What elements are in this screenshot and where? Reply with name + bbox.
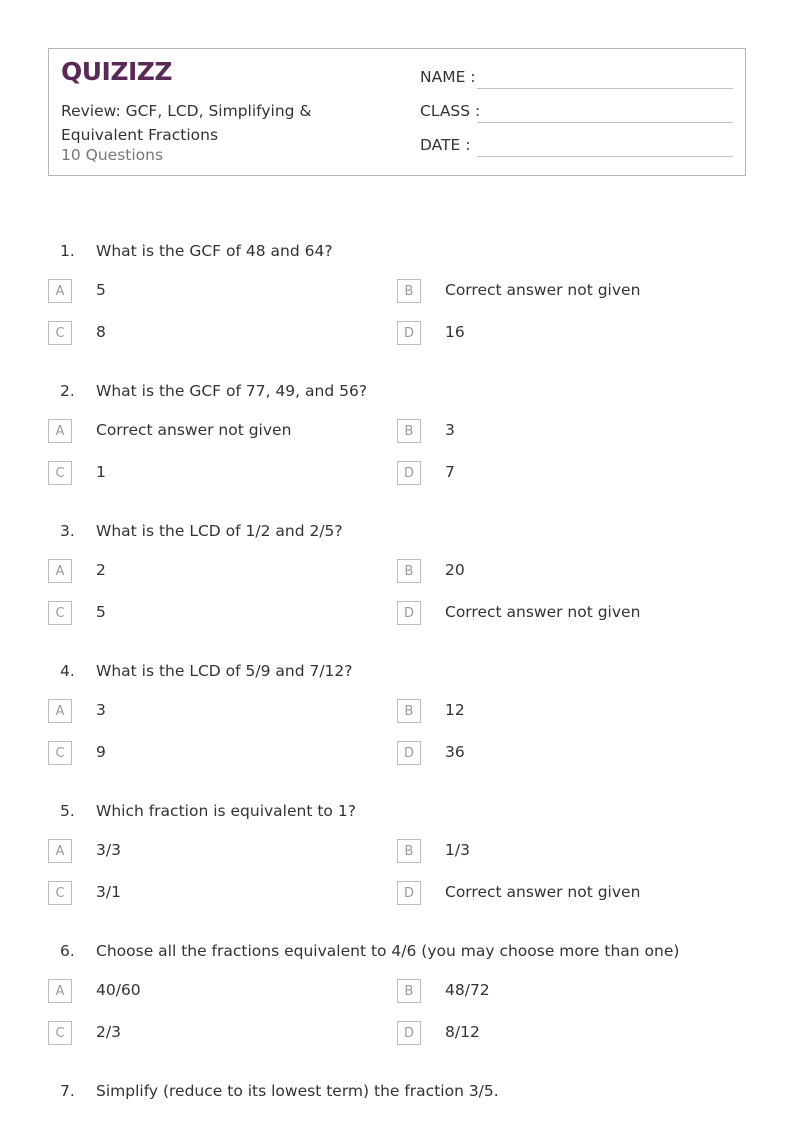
answer-option[interactable]: [48, 881, 388, 905]
answer-option[interactable]: [48, 839, 388, 863]
answer-option[interactable]: [48, 461, 388, 485]
answer-option[interactable]: [397, 419, 737, 443]
option-letter-box[interactable]: B: [397, 979, 421, 1003]
answer-option[interactable]: [397, 279, 737, 303]
option-text: 3: [445, 421, 455, 439]
option-letter-box[interactable]: A: [48, 279, 72, 303]
question-text: What is the GCF of 48 and 64?: [96, 242, 333, 260]
question-text: What is the LCD of 1/2 and 2/5?: [96, 522, 343, 540]
worksheet-header: [48, 48, 746, 176]
option-letter-box[interactable]: C: [48, 1021, 72, 1045]
option-text: 12: [445, 701, 465, 719]
option-text: 2: [96, 561, 106, 579]
option-text: 7: [445, 463, 455, 481]
question-number: 1.: [60, 242, 75, 260]
answer-option[interactable]: [397, 559, 737, 583]
option-text: Correct answer not given: [445, 883, 641, 901]
option-letter-box[interactable]: B: [397, 279, 421, 303]
option-letter-box[interactable]: B: [397, 699, 421, 723]
option-text: 5: [96, 281, 106, 299]
answer-option[interactable]: [48, 321, 388, 345]
answer-option[interactable]: [48, 741, 388, 765]
option-text: 16: [445, 323, 465, 341]
answer-option[interactable]: [48, 419, 388, 443]
question-block: [0, 522, 794, 662]
option-letter-box[interactable]: D: [397, 461, 421, 485]
option-letter-box[interactable]: B: [397, 839, 421, 863]
question-block: [0, 382, 794, 522]
option-letter-box[interactable]: D: [397, 881, 421, 905]
question-number: 6.: [60, 942, 75, 960]
question-count: 10 Questions: [61, 146, 164, 164]
option-text: 3/1: [96, 883, 121, 901]
answer-option[interactable]: [48, 601, 388, 625]
option-text: 48/72: [445, 981, 490, 999]
option-text: 1: [96, 463, 106, 481]
option-text: 3/3: [96, 841, 121, 859]
question-text: Which fraction is equivalent to 1?: [96, 802, 356, 820]
name-label: NAME :: [420, 68, 476, 86]
option-text: 3: [96, 701, 106, 719]
option-text: 36: [445, 743, 465, 761]
answer-option[interactable]: [397, 461, 737, 485]
question-block: [0, 802, 794, 942]
answer-option[interactable]: [397, 741, 737, 765]
question-text: What is the GCF of 77, 49, and 56?: [96, 382, 368, 400]
question-block: [0, 662, 794, 802]
question-number: 5.: [60, 802, 75, 820]
option-letter-box[interactable]: D: [397, 601, 421, 625]
option-text: Correct answer not given: [445, 281, 641, 299]
option-letter-box[interactable]: A: [48, 839, 72, 863]
question-number: 7.: [60, 1082, 75, 1100]
option-text: Correct answer not given: [445, 603, 641, 621]
option-text: 9: [96, 743, 106, 761]
option-text: 8/12: [445, 1023, 480, 1041]
answer-option[interactable]: [397, 881, 737, 905]
option-letter-box[interactable]: A: [48, 979, 72, 1003]
option-letter-box[interactable]: A: [48, 699, 72, 723]
worksheet-title: Review: GCF, LCD, Simplifying & Equivalent Fractions: [61, 102, 312, 144]
class-label: CLASS :: [420, 102, 481, 120]
question-text: Choose all the fractions equivalent to 4/6 (you may choose more than one): [96, 942, 680, 960]
answer-option[interactable]: [48, 699, 388, 723]
quizizz-logo: QUIZIZZ: [61, 57, 173, 86]
answer-option[interactable]: [397, 321, 737, 345]
question-number: 4.: [60, 662, 75, 680]
date-line[interactable]: [477, 156, 733, 157]
answer-option[interactable]: [397, 699, 737, 723]
question-number: 2.: [60, 382, 75, 400]
option-text: 40/60: [96, 981, 141, 999]
option-letter-box[interactable]: D: [397, 741, 421, 765]
option-text: Correct answer not given: [96, 421, 292, 439]
option-text: 2/3: [96, 1023, 121, 1041]
option-letter-box[interactable]: C: [48, 601, 72, 625]
option-text: 20: [445, 561, 465, 579]
answer-option[interactable]: [397, 839, 737, 863]
date-label: DATE :: [420, 136, 471, 154]
option-letter-box[interactable]: B: [397, 419, 421, 443]
option-text: 8: [96, 323, 106, 341]
option-letter-box[interactable]: A: [48, 559, 72, 583]
question-text: Simplify (reduce to its lowest term) the fraction 3/5.: [96, 1082, 499, 1100]
question-block: [0, 942, 794, 1082]
option-letter-box[interactable]: C: [48, 741, 72, 765]
class-line[interactable]: [477, 122, 733, 123]
option-letter-box[interactable]: D: [397, 1021, 421, 1045]
question-number: 3.: [60, 522, 75, 540]
option-letter-box[interactable]: B: [397, 559, 421, 583]
answer-option[interactable]: [48, 279, 388, 303]
question-text: What is the LCD of 5/9 and 7/12?: [96, 662, 353, 680]
name-line[interactable]: [477, 88, 733, 89]
question-block: [0, 242, 794, 382]
answer-option[interactable]: [397, 601, 737, 625]
option-text: 5: [96, 603, 106, 621]
answer-option[interactable]: [397, 979, 737, 1003]
answer-option[interactable]: [48, 559, 388, 583]
question-block: [0, 1082, 794, 1123]
answer-option[interactable]: [397, 1021, 737, 1045]
answer-option[interactable]: [48, 979, 388, 1003]
option-letter-box[interactable]: C: [48, 881, 72, 905]
option-letter-box[interactable]: A: [48, 419, 72, 443]
answer-option[interactable]: [48, 1021, 388, 1045]
option-letter-box[interactable]: D: [397, 321, 421, 345]
option-letter-box[interactable]: C: [48, 321, 72, 345]
option-letter-box[interactable]: C: [48, 461, 72, 485]
option-text: 1/3: [445, 841, 470, 859]
